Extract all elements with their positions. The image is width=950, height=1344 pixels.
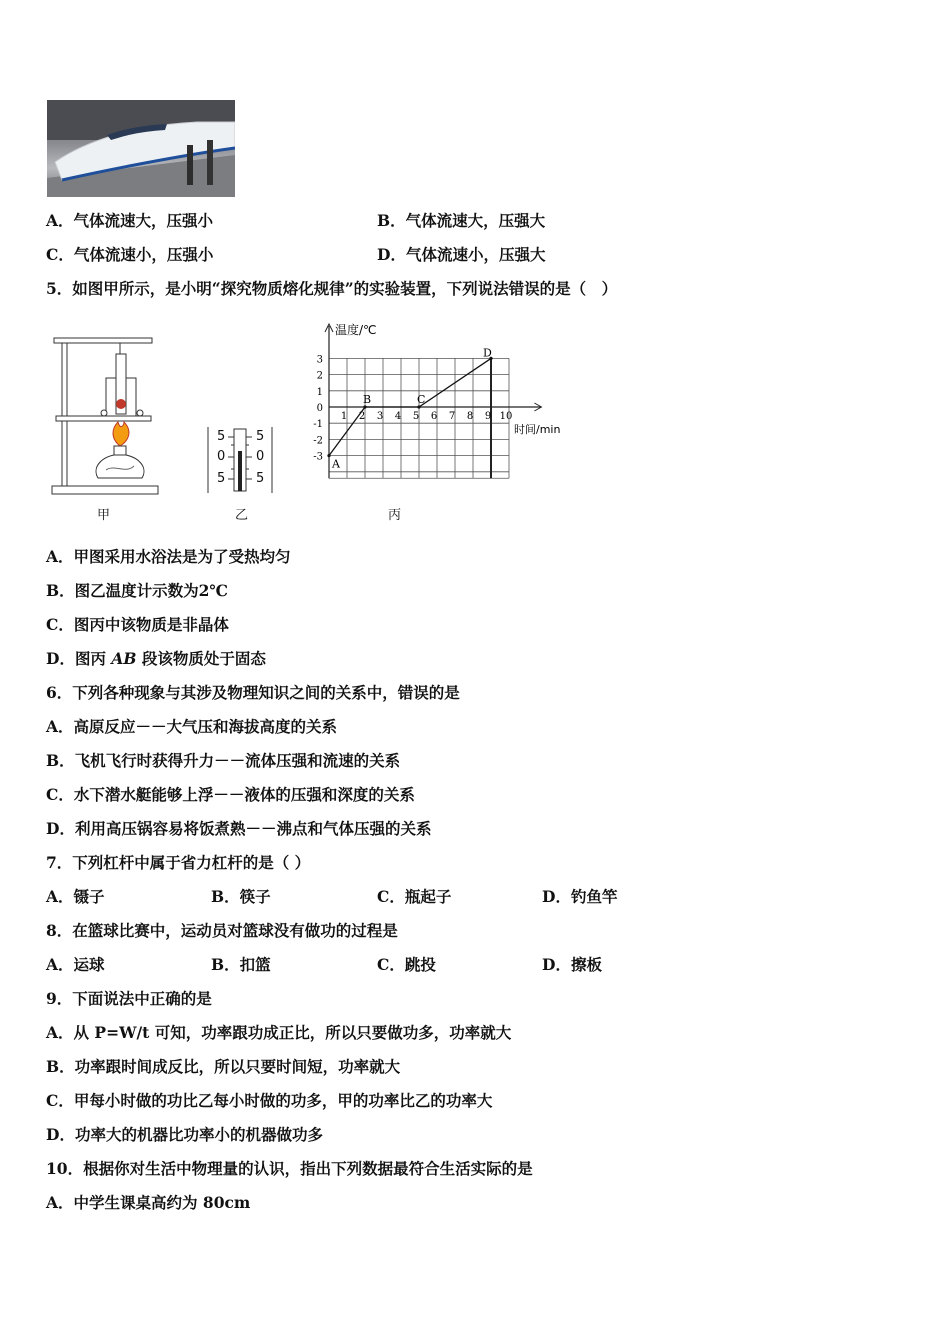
q8-option-b[interactable]: B．扣篮 <box>211 955 271 974</box>
y-tick-label: 1 <box>316 386 323 398</box>
q5-option-a[interactable]: A．甲图采用水浴法是为了受热均匀 <box>46 547 291 566</box>
point-label-b: B <box>363 393 372 406</box>
figure-yi-thermometer <box>205 425 275 495</box>
q5-option-d[interactable]: D．图丙 AB 段该物质处于固态 <box>46 649 266 668</box>
q4-option-a[interactable]: A．气体流速大，压强小 <box>46 211 214 230</box>
q7-option-d[interactable]: D．钓鱼竿 <box>542 887 618 906</box>
x-tick-label: 7 <box>448 411 456 422</box>
q8-option-d[interactable]: D．擦板 <box>542 955 602 974</box>
q6-option-a[interactable]: A．高原反应－－大气压和海拔高度的关系 <box>46 717 338 736</box>
q6-option-d[interactable]: D．利用高压锅容易将饭煮熟－－沸点和气体压强的关系 <box>46 819 432 838</box>
x-tick-label: 3 <box>376 411 384 422</box>
q8-stem: 8．在篮球比赛中，运动员对篮球没有做功的过程是 <box>46 921 398 940</box>
y-tick-label: -2 <box>313 435 323 447</box>
thermo-tick-right-mid: 0 <box>256 449 265 464</box>
x-axis-title: 时间/min <box>514 423 561 436</box>
y-tick-label: -3 <box>313 451 323 463</box>
q7-option-c[interactable]: C．瓶起子 <box>377 887 452 906</box>
y-axis-title: 温度/℃ <box>335 323 377 337</box>
caption-yi: 乙 <box>235 508 249 523</box>
q7-stem: 7．下列杠杆中属于省力杠杆的是（ ） <box>46 853 311 872</box>
thermo-tick-left-bot: 5 <box>217 471 226 486</box>
y-tick-label: -1 <box>313 419 323 431</box>
caption-jia: 甲 <box>97 508 111 523</box>
q10-stem: 10．根据你对生活中物理量的认识，指出下列数据最符合生活实际的是 <box>46 1159 533 1178</box>
point-label-d: D <box>483 346 492 360</box>
figure-jia-apparatus <box>50 318 160 523</box>
q4-option-b[interactable]: B．气体流速大，压强大 <box>377 211 546 230</box>
q8-option-a[interactable]: A．运球 <box>46 955 105 974</box>
thermo-tick-right-bot: 5 <box>256 471 265 486</box>
x-tick-label: 6 <box>430 411 438 422</box>
q5-stem: 5．如图甲所示，是小明“探究物质熔化规律”的实验装置，下列说法错误的是（ ） <box>46 279 618 298</box>
x-tick-label: 8 <box>466 411 474 422</box>
y-tick-label: 2 <box>316 370 323 382</box>
q7-option-b[interactable]: B．筷子 <box>211 887 271 906</box>
thermo-tick-left-top: 5 <box>217 429 226 444</box>
point-label-c: C <box>417 393 426 406</box>
thermo-tick-left-mid: 0 <box>217 449 226 464</box>
q5-option-c[interactable]: C．图丙中该物质是非晶体 <box>46 615 229 634</box>
caption-bing: 丙 <box>388 508 402 523</box>
q9-option-b[interactable]: B．功率跟时间成反比，所以只要时间短，功率就大 <box>46 1057 401 1076</box>
q6-stem: 6．下列各种现象与其涉及物理知识之间的关系中，错误的是 <box>46 683 460 702</box>
y-tick-label: 0 <box>316 403 323 414</box>
x-tick-label: 10 <box>499 411 513 422</box>
point-label-a: A <box>332 457 340 471</box>
q4-option-d[interactable]: D．气体流速小，压强大 <box>377 245 546 264</box>
q9-option-d[interactable]: D．功率大的机器比功率小的机器做功多 <box>46 1125 323 1144</box>
data-point <box>327 454 330 457</box>
q8-option-c[interactable]: C．跳投 <box>377 955 436 974</box>
thermo-tick-right-top: 5 <box>256 429 265 444</box>
q6-option-c[interactable]: C．水下潜水艇能够上浮－－液体的压强和深度的关系 <box>46 785 415 804</box>
x-tick-label: 5 <box>412 411 420 422</box>
x-tick-label: 4 <box>394 411 402 422</box>
q4-option-c[interactable]: C．气体流速小，压强小 <box>46 245 214 264</box>
high-speed-train-photo <box>47 100 235 197</box>
q7-option-a[interactable]: A．镊子 <box>46 887 105 906</box>
figure-bing-chart <box>305 318 585 518</box>
x-tick-label: 1 <box>340 411 348 422</box>
x-tick-label: 2 <box>358 411 366 422</box>
y-tick-label: 3 <box>316 354 323 366</box>
q10-option-a[interactable]: A．中学生课桌高约为 80cm <box>46 1193 251 1212</box>
q5-option-b[interactable]: B．图乙温度计示数为2℃ <box>46 581 228 600</box>
x-tick-label: 9 <box>484 411 492 422</box>
q9-stem: 9．下面说法中正确的是 <box>46 989 212 1008</box>
q9-option-a[interactable]: A．从 P=W/t 可知，功率跟功成正比，所以只要做功多，功率就大 <box>46 1023 512 1042</box>
q6-option-b[interactable]: B．飞机飞行时获得升力－－流体压强和流速的关系 <box>46 751 401 770</box>
q9-option-c[interactable]: C．甲每小时做的功比乙每小时做的功多，甲的功率比乙的功率大 <box>46 1091 493 1110</box>
